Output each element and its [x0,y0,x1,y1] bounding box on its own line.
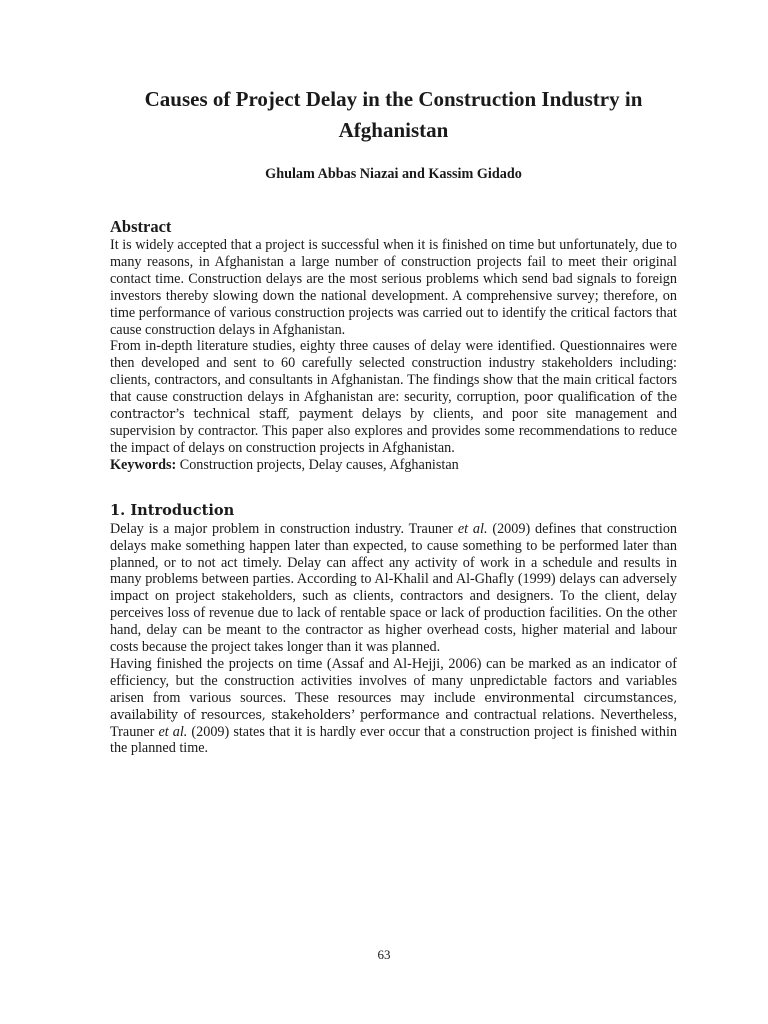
paper-authors: Ghulam Abbas Niazai and Kassim Gidado [265,166,522,182]
intro-paragraph-2-etal: et al. [158,723,188,740]
intro-paragraph-2-text-e: contractual relations. Nevertheless, Trauner [110,706,677,740]
intro-paragraph-1-etal: et al. [457,520,488,537]
introduction-paragraph-1 [110,521,677,656]
intro-paragraph-2-text-d: performance and [359,706,469,722]
intro-paragraph-2-text-b: environmental circumstances, availability of resources, stakeholders [110,689,677,722]
abstract-paragraph-2-text-b: poor qualification of the contractor [110,389,677,422]
intro-paragraph-2-text-c: ’ [350,706,360,723]
introduction-heading: 1. Introduction [110,501,235,519]
keywords-label: Keywords: [110,456,177,473]
introduction-paragraph-2 [110,656,677,757]
paper-title: Causes of Project Delay in the Construction Industry in Afghanistan [144,87,643,142]
intro-paragraph-2-text-f: (2009) states that it is hardly ever occur that a construction project is finished within the planned time. [110,723,677,757]
abstract-paragraph-2-text-c: ’s [175,406,194,423]
abstract-paragraph-2-text-a: From in-depth literature studies, eighty three causes of delay were identified. Questionnaires were then developed and sent to 60 carefully selected construction industry stakeholders including: clients, contractors, and consultants in Afghanistan. The findings show that the main critical factors that cause construction delays in Afghanistan are: security, corruption, [110,338,677,406]
keywords-line [110,457,677,474]
abstract-paragraph-2-text-e: by clients, and poor site management and supervision by contractor. This paper also explores and provides some recommendations to reduce the impact of delays on construction projects in Afghanistan. [110,406,677,456]
intro-paragraph-1-text-a: Delay is a major problem in construction industry. Trauner [110,520,458,537]
abstract-paragraph-2 [110,338,677,456]
page-number: 63 [377,947,391,962]
abstract-paragraph-1: It is widely accepted that a project is successful when it is finished on time but unfortunately, due to many reasons, in Afghanistan a large number of construction projects fail to meet their original contact time. Construction delays are the most serious problems which send bad signals to foreign investors thereby slowing down the national development. A comprehensive survey; therefore, on time performance of various construction projects was carried out to identify the critical factors that cause construction delays in Afghanistan. [110,237,677,338]
paper-page [110,84,677,757]
abstract-heading: Abstract [110,217,172,236]
intro-paragraph-1-text-b: (2009) defines that construction delays make something happen later than expected, to cause something to be performed later than planned, or to not act timely. Delay can affect any activity of work in a schedule and results in many problems between parties. According to Al-Khalil and Al-Ghafly (1999) delays can adversely impact on project stakeholders, such as clients, contractors and designers. To the client, delay perceives loss of revenue due to lack of rentable space or lack of production facilities. On the other hand, delay can be meant to the contractor as higher overhead costs, higher material and labour costs because the project takes longer than it was planned. [110,520,678,656]
intro-paragraph-2-text-a: Having finished the projects on time (Assaf and Al-Hejji, 2006) can be marked as an indicator of efficiency, but the construction activities involves of many unpredictable factors and variables arisen from various sources. These resources may include [110,655,677,706]
keywords-text: Construction projects, Delay causes, Afghanistan [176,456,459,473]
abstract-paragraph-2-text-d: technical staff, payment delays [193,406,402,422]
